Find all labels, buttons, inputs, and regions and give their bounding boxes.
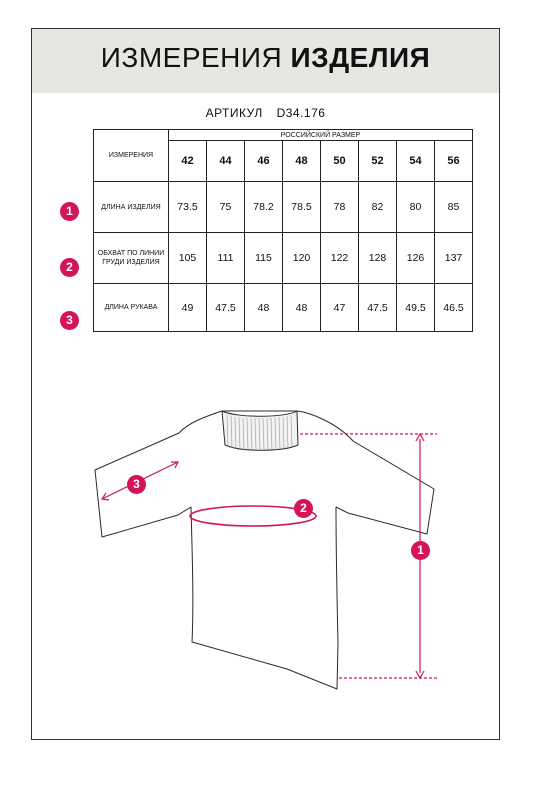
garment-body bbox=[95, 411, 434, 689]
table-cell: 73.5 bbox=[169, 182, 207, 233]
table-cell: 120 bbox=[283, 233, 321, 284]
row-marker-2: 2 bbox=[60, 258, 79, 277]
row-label: ОБХВАТ ПО ЛИНИИ ГРУДИ ИЗДЕЛИЯ bbox=[94, 233, 169, 284]
garment-diagram bbox=[32, 29, 499, 739]
size-header: 56 bbox=[435, 141, 473, 182]
table-cell: 47 bbox=[321, 284, 359, 332]
table-cell: 47.5 bbox=[359, 284, 397, 332]
row-marker-3: 3 bbox=[60, 311, 79, 330]
row-marker-1: 1 bbox=[60, 202, 79, 221]
table-cell: 47.5 bbox=[207, 284, 245, 332]
table-cell: 105 bbox=[169, 233, 207, 284]
table-cell: 80 bbox=[397, 182, 435, 233]
row-label: ДЛИНА РУКАВА bbox=[94, 284, 169, 332]
title-light: ИЗМЕРЕНИЯ bbox=[100, 42, 283, 73]
table-cell: 82 bbox=[359, 182, 397, 233]
size-header: 50 bbox=[321, 141, 359, 182]
table-cell: 78.5 bbox=[283, 182, 321, 233]
size-header: 44 bbox=[207, 141, 245, 182]
table-cell: 126 bbox=[397, 233, 435, 284]
diagram-marker-1: 1 bbox=[411, 541, 430, 560]
title-bold: ИЗДЕЛИЯ bbox=[290, 42, 431, 73]
size-header: 46 bbox=[245, 141, 283, 182]
table-cell: 48 bbox=[283, 284, 321, 332]
diagram-marker-3: 3 bbox=[127, 475, 146, 494]
table-cell: 49.5 bbox=[397, 284, 435, 332]
size-chart-card bbox=[31, 28, 500, 740]
table-cell: 75 bbox=[207, 182, 245, 233]
measure-header: ИЗМЕРЕНИЯ bbox=[94, 130, 169, 182]
size-header: 48 bbox=[283, 141, 321, 182]
table-cell: 48 bbox=[245, 284, 283, 332]
table-cell: 122 bbox=[321, 233, 359, 284]
size-header: 54 bbox=[397, 141, 435, 182]
table-cell: 128 bbox=[359, 233, 397, 284]
row-label: ДЛИНА ИЗДЕЛИЯ bbox=[94, 182, 169, 233]
size-header: 52 bbox=[359, 141, 397, 182]
table-cell: 115 bbox=[245, 233, 283, 284]
size-group-header: РОССИЙСКИЙ РАЗМЕР bbox=[169, 130, 473, 141]
table-cell: 111 bbox=[207, 233, 245, 284]
diagram-marker-2: 2 bbox=[294, 499, 313, 518]
article-code: D34.176 bbox=[276, 106, 326, 120]
size-header: 42 bbox=[169, 141, 207, 182]
table-cell: 46.5 bbox=[435, 284, 473, 332]
article-label: АРТИКУЛ bbox=[205, 106, 263, 120]
table-cell: 49 bbox=[169, 284, 207, 332]
table-cell: 78.2 bbox=[245, 182, 283, 233]
table-cell: 137 bbox=[435, 233, 473, 284]
table-cell: 78 bbox=[321, 182, 359, 233]
table-cell: 85 bbox=[435, 182, 473, 233]
